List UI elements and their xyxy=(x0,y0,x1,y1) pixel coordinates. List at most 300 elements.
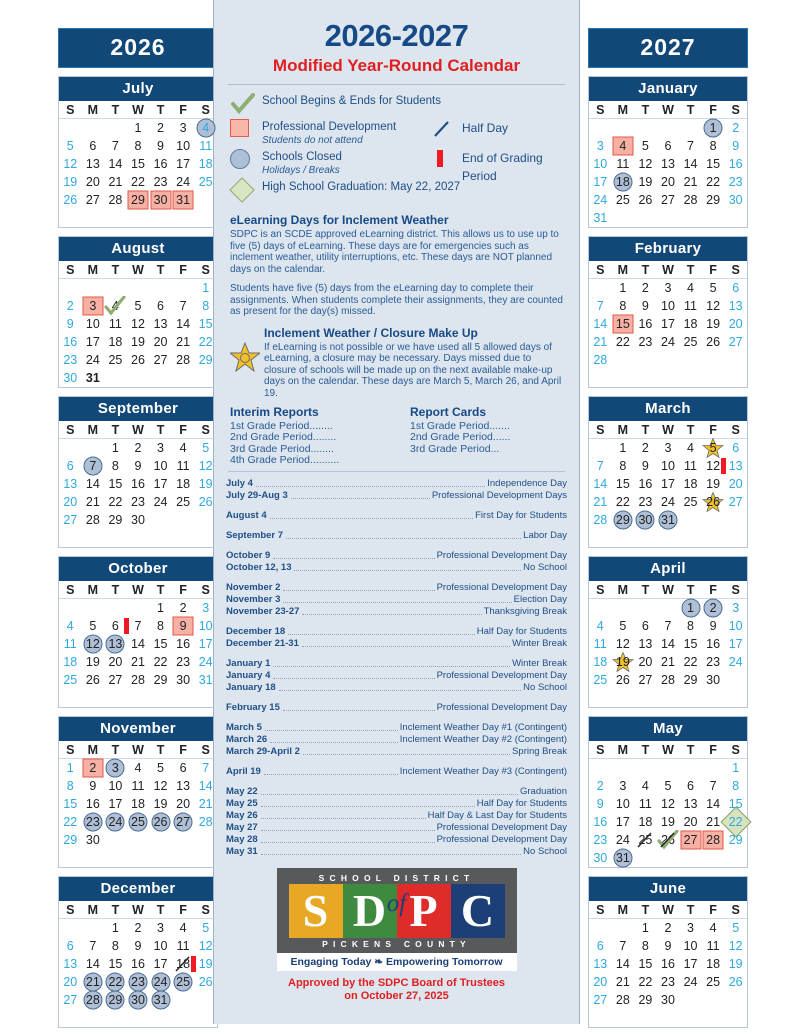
day-cell[interactable] xyxy=(724,119,747,138)
day-cell[interactable] xyxy=(82,475,105,493)
day-cell[interactable] xyxy=(657,635,680,653)
day-cell[interactable] xyxy=(149,813,172,831)
day-cell[interactable] xyxy=(612,671,635,689)
day-cell[interactable] xyxy=(634,653,657,671)
day-cell[interactable] xyxy=(679,155,702,173)
day-cell[interactable] xyxy=(634,439,657,458)
day-cell[interactable] xyxy=(149,795,172,813)
day-cell[interactable] xyxy=(612,511,635,529)
day-cell[interactable] xyxy=(612,191,635,209)
day-cell[interactable] xyxy=(657,191,680,209)
day-cell[interactable] xyxy=(679,599,702,618)
day-cell[interactable] xyxy=(679,457,702,475)
day-cell[interactable] xyxy=(634,937,657,955)
day-cell[interactable] xyxy=(612,137,635,155)
day-cell[interactable] xyxy=(82,653,105,671)
day-cell[interactable] xyxy=(724,759,747,778)
day-cell[interactable] xyxy=(589,973,612,991)
day-cell[interactable] xyxy=(634,973,657,991)
day-cell[interactable] xyxy=(702,671,725,689)
day-cell[interactable] xyxy=(657,333,680,351)
day-cell[interactable] xyxy=(724,955,747,973)
day-cell[interactable] xyxy=(149,439,172,458)
day-cell[interactable] xyxy=(679,813,702,831)
day-cell[interactable] xyxy=(679,439,702,458)
day-cell[interactable] xyxy=(724,599,747,618)
day-cell[interactable] xyxy=(589,671,612,689)
day-cell[interactable] xyxy=(612,173,635,191)
day-cell[interactable] xyxy=(127,457,150,475)
day-cell[interactable] xyxy=(702,155,725,173)
day-cell[interactable] xyxy=(679,475,702,493)
day-cell[interactable] xyxy=(149,635,172,653)
day-cell[interactable] xyxy=(127,155,150,173)
day-cell[interactable] xyxy=(82,795,105,813)
day-cell[interactable] xyxy=(172,493,195,511)
day-cell[interactable] xyxy=(104,493,127,511)
day-cell[interactable] xyxy=(589,955,612,973)
day-cell[interactable] xyxy=(59,457,82,475)
day-cell[interactable] xyxy=(59,173,82,191)
day-cell[interactable] xyxy=(634,315,657,333)
day-cell[interactable] xyxy=(127,813,150,831)
day-cell[interactable] xyxy=(589,937,612,955)
day-cell[interactable] xyxy=(634,635,657,653)
day-cell[interactable] xyxy=(127,777,150,795)
day-cell[interactable] xyxy=(589,777,612,795)
day-cell[interactable] xyxy=(612,617,635,635)
day-cell[interactable] xyxy=(679,333,702,351)
day-cell[interactable] xyxy=(634,831,657,849)
day-cell[interactable] xyxy=(634,777,657,795)
day-cell[interactable] xyxy=(612,795,635,813)
day-cell[interactable] xyxy=(702,617,725,635)
day-cell[interactable] xyxy=(702,937,725,955)
day-cell[interactable] xyxy=(104,617,127,635)
day-cell[interactable] xyxy=(702,173,725,191)
day-cell[interactable] xyxy=(82,155,105,173)
day-cell[interactable] xyxy=(149,653,172,671)
day-cell[interactable] xyxy=(657,653,680,671)
day-cell[interactable] xyxy=(634,955,657,973)
day-cell[interactable] xyxy=(82,191,105,209)
day-cell[interactable] xyxy=(589,351,612,369)
day-cell[interactable] xyxy=(149,991,172,1009)
day-cell[interactable] xyxy=(59,973,82,991)
day-cell[interactable] xyxy=(149,315,172,333)
day-cell[interactable] xyxy=(589,137,612,155)
day-cell[interactable] xyxy=(679,671,702,689)
day-cell[interactable] xyxy=(589,333,612,351)
day-cell[interactable] xyxy=(127,991,150,1009)
day-cell[interactable] xyxy=(724,155,747,173)
day-cell[interactable] xyxy=(59,635,82,653)
day-cell[interactable] xyxy=(149,493,172,511)
day-cell[interactable] xyxy=(702,795,725,813)
day-cell[interactable] xyxy=(612,155,635,173)
day-cell[interactable] xyxy=(589,191,612,209)
day-cell[interactable] xyxy=(59,991,82,1009)
day-cell[interactable] xyxy=(724,919,747,938)
day-cell[interactable] xyxy=(589,511,612,529)
day-cell[interactable] xyxy=(612,653,635,671)
day-cell[interactable] xyxy=(634,137,657,155)
day-cell[interactable] xyxy=(679,653,702,671)
day-cell[interactable] xyxy=(149,671,172,689)
day-cell[interactable] xyxy=(104,671,127,689)
day-cell[interactable] xyxy=(59,191,82,209)
day-cell[interactable] xyxy=(104,511,127,529)
day-cell[interactable] xyxy=(172,351,195,369)
day-cell[interactable] xyxy=(657,297,680,315)
day-cell[interactable] xyxy=(59,955,82,973)
day-cell[interactable] xyxy=(589,209,612,227)
day-cell[interactable] xyxy=(149,297,172,315)
day-cell[interactable] xyxy=(172,795,195,813)
day-cell[interactable] xyxy=(657,919,680,938)
day-cell[interactable] xyxy=(634,919,657,938)
day-cell[interactable] xyxy=(59,493,82,511)
day-cell[interactable] xyxy=(634,155,657,173)
day-cell[interactable] xyxy=(104,191,127,209)
day-cell[interactable] xyxy=(589,831,612,849)
day-cell[interactable] xyxy=(82,493,105,511)
day-cell[interactable] xyxy=(104,333,127,351)
day-cell[interactable] xyxy=(104,937,127,955)
day-cell[interactable] xyxy=(724,333,747,351)
day-cell[interactable] xyxy=(82,759,105,778)
day-cell[interactable] xyxy=(172,617,195,635)
day-cell[interactable] xyxy=(149,119,172,138)
day-cell[interactable] xyxy=(679,937,702,955)
day-cell[interactable] xyxy=(612,333,635,351)
day-cell[interactable] xyxy=(149,173,172,191)
day-cell[interactable] xyxy=(172,973,195,991)
day-cell[interactable] xyxy=(149,777,172,795)
day-cell[interactable] xyxy=(127,351,150,369)
day-cell[interactable] xyxy=(702,315,725,333)
day-cell[interactable] xyxy=(59,831,82,849)
day-cell[interactable] xyxy=(149,955,172,973)
day-cell[interactable] xyxy=(634,813,657,831)
day-cell[interactable] xyxy=(149,475,172,493)
day-cell[interactable] xyxy=(104,457,127,475)
day-cell[interactable] xyxy=(634,991,657,1009)
day-cell[interactable] xyxy=(104,155,127,173)
day-cell[interactable] xyxy=(657,475,680,493)
day-cell[interactable] xyxy=(127,511,150,529)
day-cell[interactable] xyxy=(702,599,725,618)
day-cell[interactable] xyxy=(172,173,195,191)
day-cell[interactable] xyxy=(172,155,195,173)
day-cell[interactable] xyxy=(724,457,747,475)
day-cell[interactable] xyxy=(612,849,635,867)
day-cell[interactable] xyxy=(82,973,105,991)
day-cell[interactable] xyxy=(724,831,747,849)
day-cell[interactable] xyxy=(679,191,702,209)
day-cell[interactable] xyxy=(702,333,725,351)
day-cell[interactable] xyxy=(612,831,635,849)
day-cell[interactable] xyxy=(589,635,612,653)
day-cell[interactable] xyxy=(657,457,680,475)
day-cell[interactable] xyxy=(82,635,105,653)
day-cell[interactable] xyxy=(172,955,195,973)
day-cell[interactable] xyxy=(612,991,635,1009)
day-cell[interactable] xyxy=(172,635,195,653)
day-cell[interactable] xyxy=(149,351,172,369)
day-cell[interactable] xyxy=(702,973,725,991)
day-cell[interactable] xyxy=(59,351,82,369)
day-cell[interactable] xyxy=(127,333,150,351)
day-cell[interactable] xyxy=(612,973,635,991)
day-cell[interactable] xyxy=(679,137,702,155)
day-cell[interactable] xyxy=(679,635,702,653)
day-cell[interactable] xyxy=(634,457,657,475)
day-cell[interactable] xyxy=(149,617,172,635)
day-cell[interactable] xyxy=(724,777,747,795)
day-cell[interactable] xyxy=(127,617,150,635)
day-cell[interactable] xyxy=(679,617,702,635)
day-cell[interactable] xyxy=(104,351,127,369)
day-cell[interactable] xyxy=(634,511,657,529)
day-cell[interactable] xyxy=(612,457,635,475)
day-cell[interactable] xyxy=(127,173,150,191)
day-cell[interactable] xyxy=(657,671,680,689)
day-cell[interactable] xyxy=(59,795,82,813)
day-cell[interactable] xyxy=(104,173,127,191)
day-cell[interactable] xyxy=(172,439,195,458)
day-cell[interactable] xyxy=(657,155,680,173)
day-cell[interactable] xyxy=(172,119,195,138)
day-cell[interactable] xyxy=(702,955,725,973)
day-cell[interactable] xyxy=(589,457,612,475)
day-cell[interactable] xyxy=(172,137,195,155)
day-cell[interactable] xyxy=(702,493,725,511)
day-cell[interactable] xyxy=(702,831,725,849)
day-cell[interactable] xyxy=(612,777,635,795)
day-cell[interactable] xyxy=(679,831,702,849)
day-cell[interactable] xyxy=(59,671,82,689)
day-cell[interactable] xyxy=(702,279,725,298)
day-cell[interactable] xyxy=(657,279,680,298)
day-cell[interactable] xyxy=(657,831,680,849)
day-cell[interactable] xyxy=(589,493,612,511)
day-cell[interactable] xyxy=(82,671,105,689)
day-cell[interactable] xyxy=(702,475,725,493)
day-cell[interactable] xyxy=(724,191,747,209)
day-cell[interactable] xyxy=(679,777,702,795)
day-cell[interactable] xyxy=(612,937,635,955)
day-cell[interactable] xyxy=(679,297,702,315)
day-cell[interactable] xyxy=(612,315,635,333)
day-cell[interactable] xyxy=(679,973,702,991)
day-cell[interactable] xyxy=(634,173,657,191)
day-cell[interactable] xyxy=(172,333,195,351)
day-cell[interactable] xyxy=(127,493,150,511)
day-cell[interactable] xyxy=(589,315,612,333)
day-cell[interactable] xyxy=(172,457,195,475)
day-cell[interactable] xyxy=(59,813,82,831)
day-cell[interactable] xyxy=(82,297,105,315)
day-cell[interactable] xyxy=(82,831,105,849)
day-cell[interactable] xyxy=(82,333,105,351)
day-cell[interactable] xyxy=(104,475,127,493)
day-cell[interactable] xyxy=(104,955,127,973)
day-cell[interactable] xyxy=(612,635,635,653)
day-cell[interactable] xyxy=(657,795,680,813)
day-cell[interactable] xyxy=(589,155,612,173)
day-cell[interactable] xyxy=(127,137,150,155)
day-cell[interactable] xyxy=(104,315,127,333)
day-cell[interactable] xyxy=(149,191,172,209)
day-cell[interactable] xyxy=(724,795,747,813)
day-cell[interactable] xyxy=(679,173,702,191)
day-cell[interactable] xyxy=(589,653,612,671)
day-cell[interactable] xyxy=(149,919,172,938)
day-cell[interactable] xyxy=(104,635,127,653)
day-cell[interactable] xyxy=(679,919,702,938)
day-cell[interactable] xyxy=(82,777,105,795)
day-cell[interactable] xyxy=(589,795,612,813)
day-cell[interactable] xyxy=(589,849,612,867)
day-cell[interactable] xyxy=(657,973,680,991)
day-cell[interactable] xyxy=(127,653,150,671)
day-cell[interactable] xyxy=(149,937,172,955)
day-cell[interactable] xyxy=(612,955,635,973)
day-cell[interactable] xyxy=(679,955,702,973)
day-cell[interactable] xyxy=(589,617,612,635)
day-cell[interactable] xyxy=(149,155,172,173)
day-cell[interactable] xyxy=(127,475,150,493)
day-cell[interactable] xyxy=(724,475,747,493)
day-cell[interactable] xyxy=(657,777,680,795)
day-cell[interactable] xyxy=(657,617,680,635)
day-cell[interactable] xyxy=(59,937,82,955)
day-cell[interactable] xyxy=(679,315,702,333)
day-cell[interactable] xyxy=(172,191,195,209)
day-cell[interactable] xyxy=(172,919,195,938)
day-cell[interactable] xyxy=(59,369,82,387)
day-cell[interactable] xyxy=(589,297,612,315)
day-cell[interactable] xyxy=(82,511,105,529)
day-cell[interactable] xyxy=(657,173,680,191)
day-cell[interactable] xyxy=(127,973,150,991)
day-cell[interactable] xyxy=(82,137,105,155)
day-cell[interactable] xyxy=(702,919,725,938)
day-cell[interactable] xyxy=(104,137,127,155)
day-cell[interactable] xyxy=(612,439,635,458)
day-cell[interactable] xyxy=(127,937,150,955)
day-cell[interactable] xyxy=(612,813,635,831)
day-cell[interactable] xyxy=(127,439,150,458)
day-cell[interactable] xyxy=(149,137,172,155)
day-cell[interactable] xyxy=(634,795,657,813)
day-cell[interactable] xyxy=(59,511,82,529)
day-cell[interactable] xyxy=(59,653,82,671)
day-cell[interactable] xyxy=(127,191,150,209)
day-cell[interactable] xyxy=(724,937,747,955)
day-cell[interactable] xyxy=(634,671,657,689)
day-cell[interactable] xyxy=(679,493,702,511)
day-cell[interactable] xyxy=(634,191,657,209)
day-cell[interactable] xyxy=(724,279,747,298)
day-cell[interactable] xyxy=(127,919,150,938)
day-cell[interactable] xyxy=(82,457,105,475)
day-cell[interactable] xyxy=(612,493,635,511)
day-cell[interactable] xyxy=(634,333,657,351)
day-cell[interactable] xyxy=(634,617,657,635)
day-cell[interactable] xyxy=(724,973,747,991)
day-cell[interactable] xyxy=(679,279,702,298)
day-cell[interactable] xyxy=(612,297,635,315)
day-cell[interactable] xyxy=(172,671,195,689)
day-cell[interactable] xyxy=(724,173,747,191)
day-cell[interactable] xyxy=(59,617,82,635)
day-cell[interactable] xyxy=(59,333,82,351)
day-cell[interactable] xyxy=(82,991,105,1009)
day-cell[interactable] xyxy=(82,937,105,955)
day-cell[interactable] xyxy=(149,973,172,991)
day-cell[interactable] xyxy=(612,475,635,493)
day-cell[interactable] xyxy=(679,795,702,813)
day-cell[interactable] xyxy=(657,137,680,155)
day-cell[interactable] xyxy=(127,955,150,973)
day-cell[interactable] xyxy=(634,493,657,511)
day-cell[interactable] xyxy=(127,119,150,138)
day-cell[interactable] xyxy=(127,315,150,333)
day-cell[interactable] xyxy=(104,991,127,1009)
day-cell[interactable] xyxy=(104,297,127,315)
day-cell[interactable] xyxy=(724,493,747,511)
day-cell[interactable] xyxy=(172,599,195,618)
day-cell[interactable] xyxy=(172,475,195,493)
day-cell[interactable] xyxy=(702,137,725,155)
day-cell[interactable] xyxy=(127,671,150,689)
day-cell[interactable] xyxy=(724,617,747,635)
day-cell[interactable] xyxy=(104,919,127,938)
day-cell[interactable] xyxy=(104,777,127,795)
day-cell[interactable] xyxy=(657,511,680,529)
day-cell[interactable] xyxy=(589,991,612,1009)
day-cell[interactable] xyxy=(59,475,82,493)
day-cell[interactable] xyxy=(127,795,150,813)
day-cell[interactable] xyxy=(724,439,747,458)
day-cell[interactable] xyxy=(82,617,105,635)
day-cell[interactable] xyxy=(589,173,612,191)
day-cell[interactable] xyxy=(82,955,105,973)
day-cell[interactable] xyxy=(59,137,82,155)
day-cell[interactable] xyxy=(657,315,680,333)
day-cell[interactable] xyxy=(82,351,105,369)
day-cell[interactable] xyxy=(724,297,747,315)
day-cell[interactable] xyxy=(657,937,680,955)
day-cell[interactable] xyxy=(724,635,747,653)
day-cell[interactable] xyxy=(104,973,127,991)
day-cell[interactable] xyxy=(59,155,82,173)
day-cell[interactable] xyxy=(172,937,195,955)
day-cell[interactable] xyxy=(149,333,172,351)
day-cell[interactable] xyxy=(172,759,195,778)
day-cell[interactable] xyxy=(724,653,747,671)
day-cell[interactable] xyxy=(127,297,150,315)
day-cell[interactable] xyxy=(657,439,680,458)
day-cell[interactable] xyxy=(634,297,657,315)
day-cell[interactable] xyxy=(589,813,612,831)
day-cell[interactable] xyxy=(724,813,747,831)
day-cell[interactable] xyxy=(149,457,172,475)
day-cell[interactable] xyxy=(172,297,195,315)
day-cell[interactable] xyxy=(702,653,725,671)
